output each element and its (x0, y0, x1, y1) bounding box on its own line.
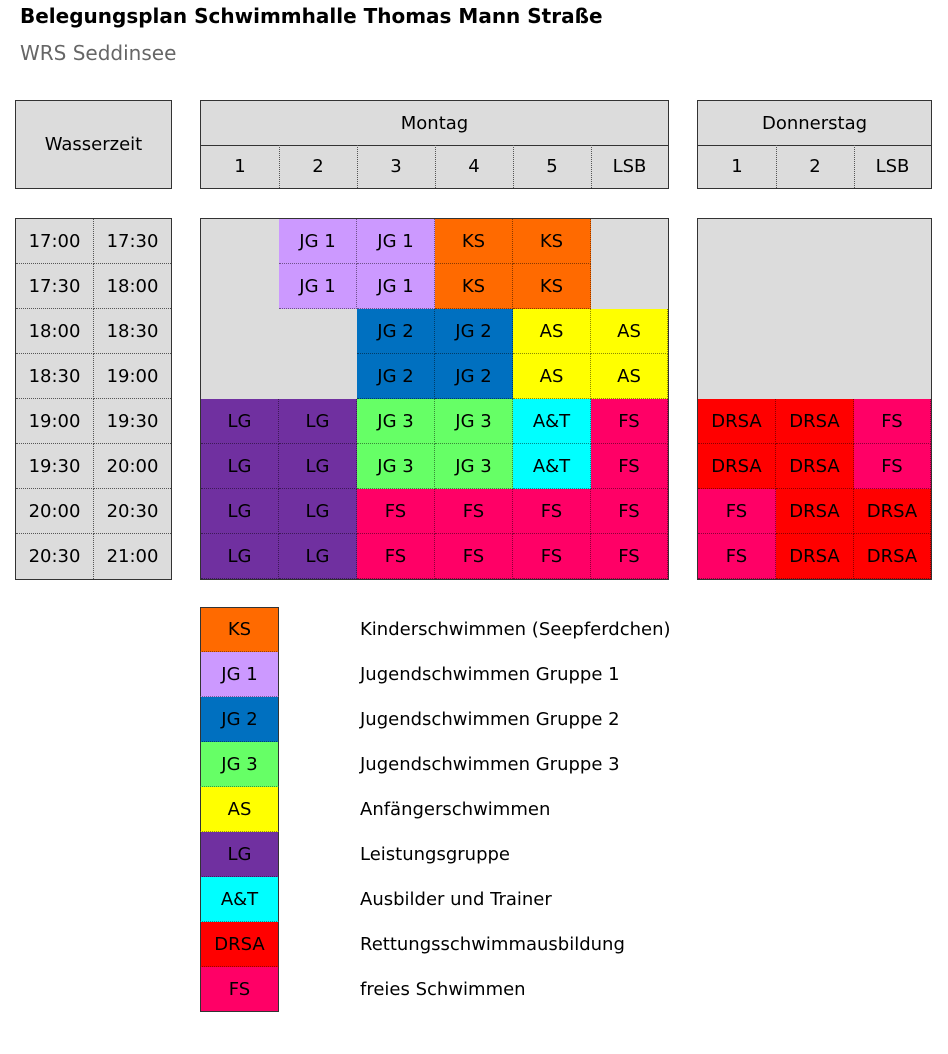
montag-empty-slot (279, 354, 357, 399)
legend-description: Kinderschwimmen (Seepferdchen) (360, 619, 671, 640)
montag-slot: LG (201, 444, 279, 489)
montag-slot: LG (201, 534, 279, 579)
montag-slot: KS (513, 219, 591, 264)
montag-lane-label: 5 (546, 156, 558, 177)
donnerstag-lane-label: 1 (731, 156, 743, 177)
time-end: 21:00 (106, 546, 159, 567)
time-end: 19:00 (94, 354, 171, 399)
montag-slot: A&T (513, 444, 591, 489)
montag-slot: AS (513, 309, 591, 354)
montag-lane-label: 4 (468, 156, 480, 177)
donnerstag-schedule-grid (697, 218, 932, 580)
legend-swatch: JG 3 (200, 742, 279, 787)
time-start: 20:30 (16, 534, 94, 579)
legend-swatch: DRSA (200, 922, 279, 967)
donnerstag-slot: DRSA (698, 399, 776, 444)
montag-empty-slot (201, 354, 279, 399)
donnerstag-slot: FS (854, 399, 931, 444)
montag-slot: JG 1 (279, 264, 357, 309)
legend-description: freies Schwimmen (360, 979, 526, 1000)
donnerstag-empty-slot (698, 354, 776, 399)
donnerstag-empty-slot (776, 219, 854, 264)
donnerstag-empty-slot (698, 219, 776, 264)
donnerstag-slot: DRSA (776, 444, 854, 489)
time-start: 18:30 (16, 354, 94, 399)
legend-description: Jugendschwimmen Gruppe 2 (360, 709, 620, 730)
montag-lane-label: LSB (612, 156, 647, 177)
legend-description: Leistungsgruppe (360, 844, 511, 865)
legend-swatch: FS (200, 967, 279, 1012)
montag-slot: LG (279, 489, 357, 534)
donnerstag-empty-slot (854, 354, 931, 399)
montag-lane-label: 3 (390, 156, 402, 177)
montag-slot: FS (591, 489, 668, 534)
montag-slot: FS (513, 489, 591, 534)
legend-description: Anfängerschwimmen (360, 799, 551, 820)
donnerstag-empty-slot (854, 264, 931, 309)
legend-swatch: JG 2 (200, 697, 279, 742)
montag-slot: JG 3 (357, 444, 435, 489)
donnerstag-slot: FS (698, 534, 776, 579)
donnerstag-day-label: Donnerstag (761, 112, 868, 134)
legend-description: Jugendschwimmen Gruppe 1 (360, 664, 620, 685)
page-title: Belegungsplan Schwimmhalle Thomas Mann Straße (20, 4, 603, 28)
montag-slot: JG 2 (435, 354, 513, 399)
page-subtitle: WRS Seddinsee (20, 41, 177, 65)
montag-slot: AS (591, 309, 668, 354)
montag-slot: LG (279, 444, 357, 489)
donnerstag-slot: DRSA (698, 444, 776, 489)
donnerstag-slot: FS (698, 489, 776, 534)
donnerstag-slot: DRSA (776, 399, 854, 444)
montag-slot: JG 3 (357, 399, 435, 444)
montag-slot: FS (435, 534, 513, 579)
time-start: 19:30 (16, 444, 94, 489)
donnerstag-header (697, 100, 932, 189)
legend-swatch: AS (200, 787, 279, 832)
donnerstag-empty-slot (854, 309, 931, 354)
time-end: 19:30 (94, 399, 171, 444)
legend-description: Jugendschwimmen Gruppe 3 (360, 754, 620, 775)
montag-slot: FS (591, 534, 668, 579)
donnerstag-empty-slot (854, 219, 931, 264)
time-start: 19:00 (16, 399, 94, 444)
time-start: 17:30 (16, 264, 94, 309)
wasserzeit-label: Wasserzeit (44, 134, 143, 155)
montag-slot: JG 3 (435, 444, 513, 489)
time-start: 17:00 (16, 219, 94, 264)
montag-slot: LG (201, 399, 279, 444)
montag-slot: FS (357, 534, 435, 579)
time-grid (15, 218, 172, 580)
montag-slot: A&T (513, 399, 591, 444)
montag-slot: LG (201, 489, 279, 534)
montag-slot: JG 2 (357, 354, 435, 399)
donnerstag-slot: DRSA (776, 489, 854, 534)
montag-slot: FS (357, 489, 435, 534)
montag-slot: KS (435, 264, 513, 309)
montag-slot: FS (513, 534, 591, 579)
montag-slot: JG 1 (357, 264, 435, 309)
montag-slot: LG (279, 534, 357, 579)
donnerstag-empty-slot (776, 264, 854, 309)
donnerstag-lane-label: LSB (875, 156, 910, 177)
donnerstag-slot: DRSA (776, 534, 854, 579)
montag-slot: JG 2 (357, 309, 435, 354)
montag-lane-label: 1 (234, 156, 246, 177)
montag-schedule-grid (200, 218, 669, 580)
donnerstag-empty-slot (776, 354, 854, 399)
montag-header (200, 100, 669, 189)
legend-description: Ausbilder und Trainer (360, 889, 552, 910)
donnerstag-empty-slot (698, 309, 776, 354)
legend-swatch: KS (200, 607, 279, 652)
donnerstag-lane-label: 2 (809, 156, 821, 177)
montag-empty-slot (201, 219, 279, 264)
time-end: 20:30 (94, 489, 171, 534)
donnerstag-empty-slot (776, 309, 854, 354)
montag-slot: JG 1 (279, 219, 357, 264)
time-start: 20:00 (16, 489, 94, 534)
legend-swatch: JG 1 (200, 652, 279, 697)
donnerstag-slot: DRSA (854, 489, 931, 534)
montag-empty-slot (201, 264, 279, 309)
montag-empty-slot (591, 264, 668, 309)
legend-description: Rettungsschwimmausbildung (360, 934, 625, 955)
donnerstag-slot: DRSA (854, 534, 931, 579)
time-end: 18:00 (94, 264, 171, 309)
time-end: 18:30 (94, 309, 171, 354)
montag-slot: AS (513, 354, 591, 399)
montag-slot: JG 3 (435, 399, 513, 444)
time-end: 17:30 (94, 219, 171, 264)
time-start: 18:00 (16, 309, 94, 354)
montag-slot: JG 1 (357, 219, 435, 264)
montag-slot: LG (279, 399, 357, 444)
legend-swatch: LG (200, 832, 279, 877)
montag-slot: FS (435, 489, 513, 534)
montag-empty-slot (591, 219, 668, 264)
time-end: 20:00 (94, 444, 171, 489)
montag-empty-slot (279, 309, 357, 354)
montag-slot: KS (435, 219, 513, 264)
montag-slot: KS (513, 264, 591, 309)
legend-swatch: A&T (200, 877, 279, 922)
montag-slot: FS (591, 444, 668, 489)
montag-slot: JG 2 (435, 309, 513, 354)
donnerstag-empty-slot (698, 264, 776, 309)
montag-empty-slot (201, 309, 279, 354)
montag-day-label: Montag (400, 112, 469, 134)
donnerstag-slot: FS (854, 444, 931, 489)
montag-slot: FS (591, 399, 668, 444)
montag-lane-label: 2 (312, 156, 324, 177)
wasserzeit-header (15, 100, 172, 189)
montag-slot: AS (591, 354, 668, 399)
